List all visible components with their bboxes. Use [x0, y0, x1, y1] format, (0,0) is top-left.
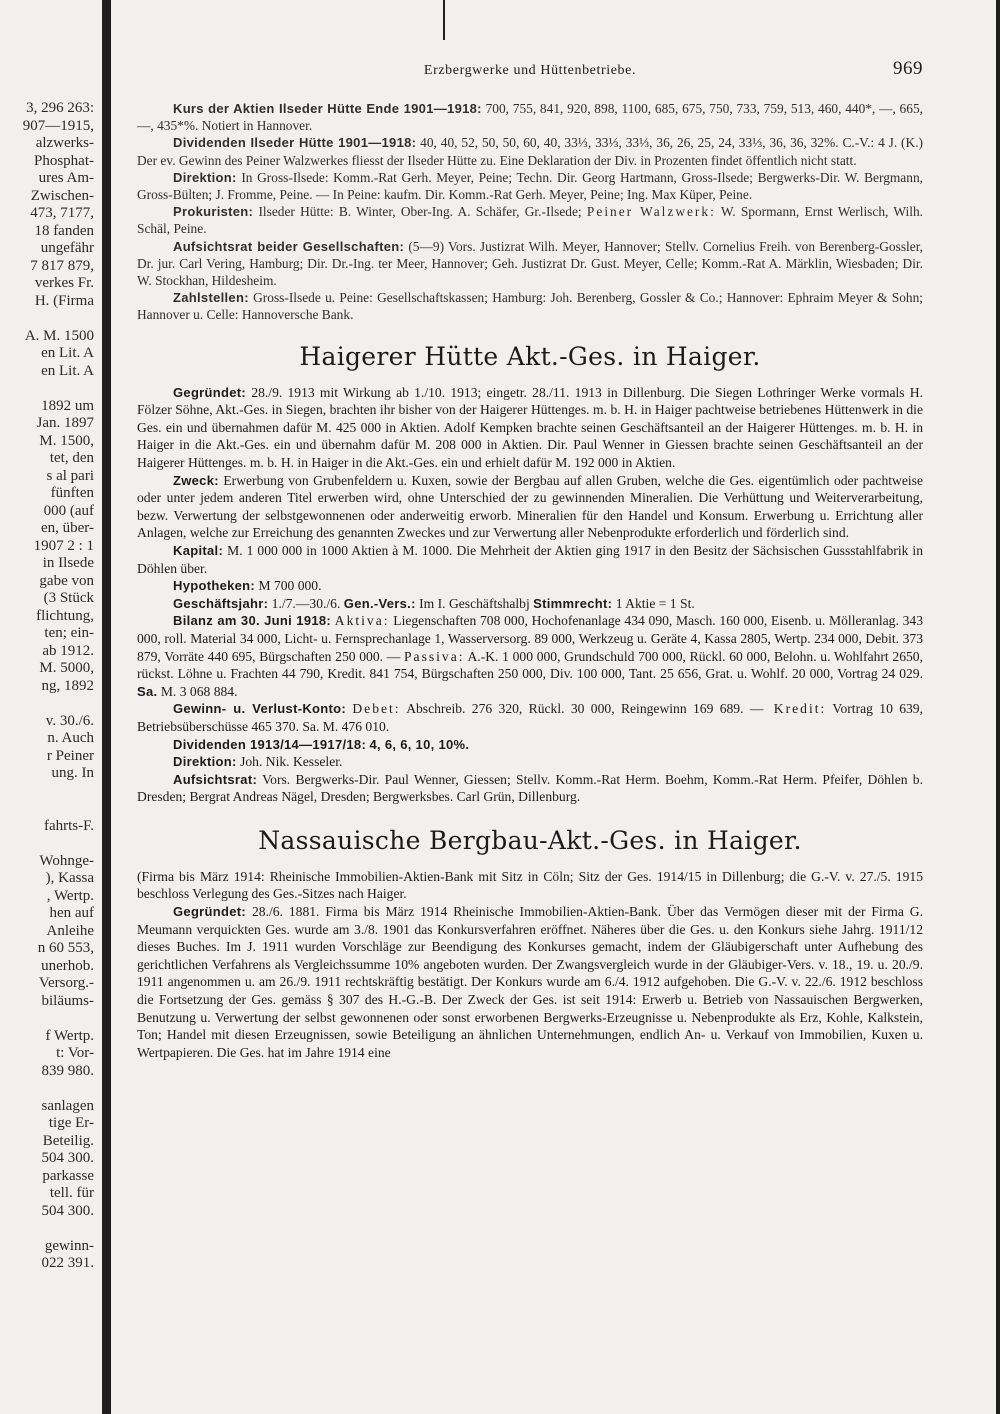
margin-fragment: 1907 2 : 1 [33, 537, 94, 554]
hypotheken-paragraph [137, 577, 923, 595]
hypotheken-text: M 700 000. [258, 578, 322, 594]
page-content [137, 60, 923, 1061]
ilseder-section [137, 100, 923, 324]
haigerer-section [137, 384, 923, 806]
margin-fragment: 504 300. [41, 1202, 94, 1219]
running-header [137, 60, 923, 86]
prokuristen-label: Prokuristen: [173, 204, 254, 220]
margin-fragment: unerhob. [41, 957, 94, 974]
kurs-label: Kurs der Aktien Ilseder Hütte Ende 1901—1918: [173, 101, 482, 116]
margin-fragment [0, 783, 100, 801]
kapital-label: Kapital: [173, 542, 224, 558]
kredit-label: — Kredit: [749, 701, 827, 717]
margin-fragment [0, 380, 100, 398]
page-right-edge [996, 0, 1000, 1414]
dividenden2-text: 4, 6, 6, 10, 10%. [369, 736, 470, 752]
margin-fragment [0, 835, 100, 853]
margin-fragment: H. (Firma [34, 292, 94, 309]
stimmrecht-label: Stimmrecht: [533, 595, 613, 611]
passiva-label: Passiva: [403, 648, 465, 664]
kredit-text: Vortrag 10 639, Betriebsüberschüsse 465 370. Sa. M. 476 010. [137, 701, 923, 734]
previous-page-margin [0, 100, 100, 1273]
zweck-text: Erwerbung von Grubenfeldern u. Kuxen, sowie der Bergbau auf allen Gruben, welche die Ges. eigentümlich oder pachtweise oder unter jedem anderen Titel erwerben wird, ohne Unterschied der zu gewinnenden Mineralien. Die Verhüttung und Weiterverarbeitung, bezw. Verwertung der selbstgewonnenen oder anderweitig erworb. Mineralien für den Handel und Konsum. Erwerbung u. Errichtung aller Anlagen, welche zur Erreichung des genannten Zweckes und zur Verwertung aller Nebenprodukte erforderlich und förderlich sind. [137, 472, 923, 541]
zahlstellen-label: Zahlstellen: [173, 290, 249, 306]
margin-fragment: Jan. 1897 [36, 415, 94, 431]
margin-fragment: 473, 7177, [30, 205, 94, 221]
nassauische-section [137, 868, 923, 1062]
margin-fragment [0, 800, 100, 818]
zweck-label: Zweck: [173, 472, 219, 488]
margin-fragment: hen auf [49, 905, 94, 921]
gegruendet3-text: 28./6. 1881. Firma bis März 1914 Rheinische Immobilien-Aktien-Bank. Über das Vermögen dieser mit der Firma G. Meumann verquickten Ges. wurde am 3./8. 1901 das Konkursverfahren eröffnet. Näheres über die Ges. u. den Konkurs siehe Jahrg. 1911/12 dieses Buches. Im J. 1911 wurden Vorschläge zur Beendigung des Konkurses gemacht, indem der Gläubigerschaft unter Aufhebung des gerichtlichen Verfahrens als Vergleichssumme 10% angeboten wurden. Der Zwangsvergleich wurde in der Gläubiger-Vers. v. 18., 19. u. 20./9. 1911 angenommen u. am 26./9. 1911 rechtskräftig bestätigt. Der Konkurs wurde am 6./4. 1912 aufgehoben. Die G.-V. v. 22./6. 1912 beschloss die Fortsetzung der Ges. gemäss § 307 des H.-G.-B. Der Zweck der Ges. ist seit 1914: Erwerb u. Betrieb von Nassauischen Bergwerken, Benutzung u. Verwertung der selbst gewonnenen oder sonst erworbenen Bergwerks-Erzeugnisse u. Nebenprodukte als Erz, Kohle, Kalkstein, Ton; Handel mit diesen Erzeugnissen, sowie Beteiligung an ähnlichen Unternehmungen, endlich An- u. Verkauf von Immobilien, Kuxen u. Wertpapieren. Die Ges. hat im Jahre 1914 eine [137, 904, 923, 1060]
margin-fragment: tet, den [49, 450, 94, 466]
margin-fragment: fahrts-F. [43, 817, 94, 834]
margin-fragment: en, über- [40, 520, 94, 536]
margin-fragment: n. Auch [47, 730, 94, 746]
margin-fragment: Zwischen- [30, 187, 94, 204]
margin-fragment: fünften [50, 485, 94, 501]
margin-fragment: r Peiner [46, 747, 94, 764]
margin-fragment: flichtung, [36, 607, 94, 624]
margin-fragment: (3 Stück [43, 590, 94, 606]
running-title: Erzbergwerke und Hüttenbetriebe. [423, 63, 637, 78]
zweck-paragraph [137, 472, 923, 542]
margin-fragment [0, 695, 100, 713]
debet-text: Abschreib. 276 320, Rückl. 30 000, Reingewinn 169 689. [406, 701, 744, 717]
margin-fragment: f Wertp. [45, 1027, 94, 1044]
margin-fragment [0, 310, 100, 328]
passiva-text: A.-K. 1 000 000, Grundschuld 700 000, Rückl. 60 000, Belohn. u. Wohlfahrt 2650, rückst. Löhne u. Frachten 44 790, Kredit. 841 754, Bürgschaften 250 000, Div. 100 000, Tant. 25 656, Grat. u. Wohlf. 20 000, Vortrag 24 029. [137, 648, 923, 682]
margin-fragment: verkes Fr. [34, 275, 94, 291]
margin-fragment: ungefähr [40, 240, 94, 256]
sa-label: Sa. [137, 683, 158, 699]
margin-fragment [0, 1220, 100, 1238]
geschaeftsjahr-label: Geschäftsjahr: [173, 595, 269, 611]
kapital-paragraph [137, 542, 923, 577]
aktiva-text: Liegenschaften 708 000, Hochofenanlage 434 090, Masch. 160 000, Eisenb. u. Mölleranlag. 343 000, roll. Material 34 000, Licht- u. Fernsprechanlage 1, Wasserversorg. 89 000, Werkzeug u. Geräte 4, Kassa 2805, Wertp. 234 000, Debit. 373 879, Vorräte 440 695, Bürgschaften 250 000. — [137, 613, 923, 664]
guv-label: Gewinn- u. Verlust-Konto: [173, 701, 346, 717]
aktiva-label: Aktiva: [334, 613, 390, 629]
sa-text: M. 3 068 884. [160, 683, 238, 699]
gegruendet3-paragraph [137, 903, 923, 1061]
margin-fragment: n 60 553, [37, 940, 94, 956]
margin-fragment: 839 980. [41, 1062, 94, 1079]
dividenden-label: Dividenden Ilseder Hütte 1901—1918: [173, 135, 417, 151]
nassauische-title: Nassauische Bergbau-Akt.-Ges. in Haiger. [258, 825, 802, 855]
gegruendet3-label: Gegründet: [173, 904, 247, 920]
margin-fragment: Phosphat- [34, 152, 94, 169]
geschaeftsjahr-paragraph [137, 595, 923, 613]
debet-label: Debet: [352, 701, 401, 717]
geschaeftsjahr-text: 1./7.—30./6. [271, 595, 341, 611]
dividenden-paragraph [137, 134, 923, 168]
aufsichtsrat2-text: Vors. Bergwerks-Dir. Paul Wenner, Giessen; Stellv. Komm.-Rat Herm. Boehm, Komm.-Rat Herm. Pfeifer, Döhlen b. Dresden; Bergrat Andreas Nägel, Dresden; Bergwerksbes. Carl Grün, Dillenburg. [137, 771, 923, 805]
margin-fragment: t: Vor- [56, 1045, 94, 1061]
margin-fragment: ten; ein- [44, 625, 94, 641]
genvers-label: Gen.-Vers.: [343, 595, 416, 611]
genvers-text: Im I. Geschäftshalbj [419, 595, 530, 611]
margin-fragment: , Wertp. [46, 887, 94, 904]
firma-note: (Firma bis März 1914: Rheinische Immobilien-Aktien-Bank mit Sitz in Cöln; Sitz der Ges. 1914/15 in Dillenburg; die G.-V. v. 27./5. 1915 beschloss Verlegung des Ges.-Sitzes nach Haiger. [137, 868, 923, 902]
margin-fragment: parkasse [42, 1167, 94, 1184]
margin-fragment: en Lit. A [41, 345, 94, 361]
direktion-label: Direktion: [173, 169, 237, 185]
margin-fragment: biläums- [41, 992, 94, 1009]
margin-fragment: ung. In [51, 765, 94, 781]
margin-fragment: ures Am- [38, 170, 94, 186]
margin-fragment: en Lit. A [41, 362, 94, 379]
prokuristen-text-a: Ilseder Hütte: B. Winter, Ober-Ing. A. Schäfer, Gr.-Ilsede; [258, 204, 582, 220]
direktion2-text: Joh. Nik. Kesseler. [240, 754, 343, 770]
margin-fragment: ), Kassa [45, 870, 94, 886]
margin-fragment: Beteilig. [42, 1132, 94, 1149]
margin-fragment: 022 391. [41, 1255, 94, 1271]
margin-fragment: 7 817 879, [30, 257, 94, 274]
margin-fragment: alzwerks- [35, 135, 94, 151]
haigerer-title: Haigerer Hütte Akt.-Ges. in Haiger. [299, 341, 761, 371]
prokuristen-text-c: W. Spormann, Ernst Werlisch, Wilh. Schäl, Peine. [137, 204, 923, 237]
guv-paragraph [137, 700, 923, 735]
zahlstellen-paragraph [137, 289, 923, 323]
page-gutter-shadow [102, 0, 111, 1414]
margin-fragment: tell. für [49, 1185, 94, 1201]
zahlstellen-text: Gross-Ilsede u. Peine: Gesellschaftskassen; Hamburg: Joh. Berenberg, Gossler & Co.; Hannover: Ephraim Meyer & Sohn; Hannover u. Celle: Hannoversche Bank. [137, 290, 923, 323]
bilanz-paragraph [137, 612, 923, 700]
direktion2-paragraph [137, 753, 923, 771]
margin-fragment: tige Er- [48, 1115, 94, 1131]
margin-fragment: 907—1915, [22, 117, 94, 134]
dividenden-text: 40, 40, 52, 50, 50, 60, 40, 33⅓, 33⅓, 33⅓, 36, 26, 25, 24, 33⅓, 36, 36, 32%. C.-V.: 4 J. (K.) Der ev. Gewinn des Peiner Walzwerkes fliesst der Ilseder Hütte zu. Eine Deklaration der Div. in Prozenten findet öffentlich nicht statt. [137, 135, 923, 168]
prokuristen-text-b: Peiner Walzwerk: [586, 204, 716, 220]
margin-fragment: M. 5000, [39, 660, 94, 676]
margin-fragment: 1892 um [41, 397, 94, 414]
stimmrecht-text: 1 Aktie = 1 St. [615, 595, 695, 611]
kurs-paragraph [137, 100, 923, 134]
margin-fragment: in Ilsede [42, 555, 94, 571]
margin-fragment: Versorg.- [38, 975, 94, 991]
margin-fragment: v. 30./6. [45, 712, 94, 729]
margin-fragment: sanlagen [41, 1097, 94, 1114]
kurs-text: 700, 755, 841, 920, 898, 1100, 685, 675, 750, 733, 759, 513, 460, 440*, —, 665, —, 435*%. Notiert in Hannover. [137, 101, 923, 134]
hypotheken-label: Hypotheken: [173, 578, 256, 594]
margin-fragment: 3, 296 263: [26, 100, 94, 116]
direktion-text: In Gross-Ilsede: Komm.-Rat Gerh. Meyer, Peine; Techn. Dir. Georg Hartmann, Gross-Ilsede; Bergwerks-Dir. W. Bergmann, Gross-Bülten; J. Fromme, Peine. — In Peine: kaufm. Dir. Komm.-Rat Gerh. Meyer, Peine; Ing. Max Küper, Peine. [137, 169, 923, 203]
dividenden2-label: Dividenden 1913/14—1917/18: [173, 736, 367, 752]
aufsichtsrat2-paragraph [137, 771, 923, 806]
bilanz-label: Bilanz am 30. Juni 1918: [173, 613, 332, 629]
margin-fragment: 000 (auf [43, 502, 94, 519]
gegruendet-text: 28./9. 1913 mit Wirkung ab 1./10. 1913; eingetr. 28./11. 1913 in Dillenburg. Die Siegen Lothringer Werke vormals H. Fölzer Söhne, Akt.-Ges. in Siegen, brachten ihr bisher von der Haigerer Hüttenges. m. b. H. in Haiger pachtweise betriebenes Hüttenwerk in die Ges. ein und übernahmen dafür M. 425 000 in Aktien. Adolf Kempken brachte seinen Geschäftsanteil an der Haigerer Hüttenges. m. b. H. in Haiger in die Akt.-Ges. ein und übernahm dafür M. 208 000 in Aktien. Dir. Paul Wenner in Giessen brachte seinen Geschäftsanteil an der Haigerer Hüttenges. m. b. H. in Haiger in die Akt.-Ges. ein und erhielt dafür M. 192 000 in Aktien. [137, 384, 924, 471]
aufsichtsrat-label: Aufsichtsrat beider Gesellschaften: [173, 238, 405, 254]
direktion-paragraph [137, 169, 923, 203]
margin-fragment [0, 1080, 100, 1098]
margin-fragment: s al pari [46, 467, 94, 484]
dividenden2-paragraph [137, 736, 923, 754]
margin-fragment: gewinn- [44, 1237, 94, 1254]
aufsichtsrat2-label: Aufsichtsrat: [173, 771, 258, 787]
page-number: 969 [893, 58, 923, 79]
margin-fragment [0, 1010, 100, 1028]
gegruendet-label: Gegründet: [173, 384, 247, 400]
page-crease [443, 0, 445, 40]
prokuristen-paragraph [137, 203, 923, 237]
direktion2-label: Direktion: [173, 754, 237, 770]
margin-fragment: Anleihe [46, 922, 94, 939]
margin-fragment: ab 1912. [42, 642, 94, 659]
gegruendet-paragraph [137, 384, 923, 472]
margin-fragment: 504 300. [41, 1150, 94, 1166]
margin-fragment: 18 fanden [34, 222, 94, 239]
margin-fragment: ng, 1892 [41, 677, 94, 694]
margin-fragment: gabe von [39, 572, 94, 589]
aufsichtsrat-paragraph [137, 238, 923, 290]
margin-fragment: A. M. 1500 [24, 327, 94, 344]
kapital-text: M. 1 000 000 in 1000 Aktien à M. 1000. Die Mehrheit der Aktien ging 1917 in den Besitz der Sächsischen Gussstahlfabrik in Döhlen über. [137, 542, 923, 576]
aufsichtsrat-text: (5—9) Vors. Justizrat Wilh. Meyer, Hannover; Stellv. Cornelius Freih. von Berenberg-Gossler, Dr. jur. Carl Vering, Hamburg; Dir. Dr.-Ing. ter Meer, Hannover; Geh. Justizrat Dr. Gust. Meyer, Celle; Komm.-Rat A. Märklin, Wiesbaden; Dir. W. Stockhan, Hildesheim. [137, 238, 923, 289]
margin-fragment: M. 1500, [39, 432, 94, 449]
margin-fragment: Wohnge- [39, 852, 94, 869]
